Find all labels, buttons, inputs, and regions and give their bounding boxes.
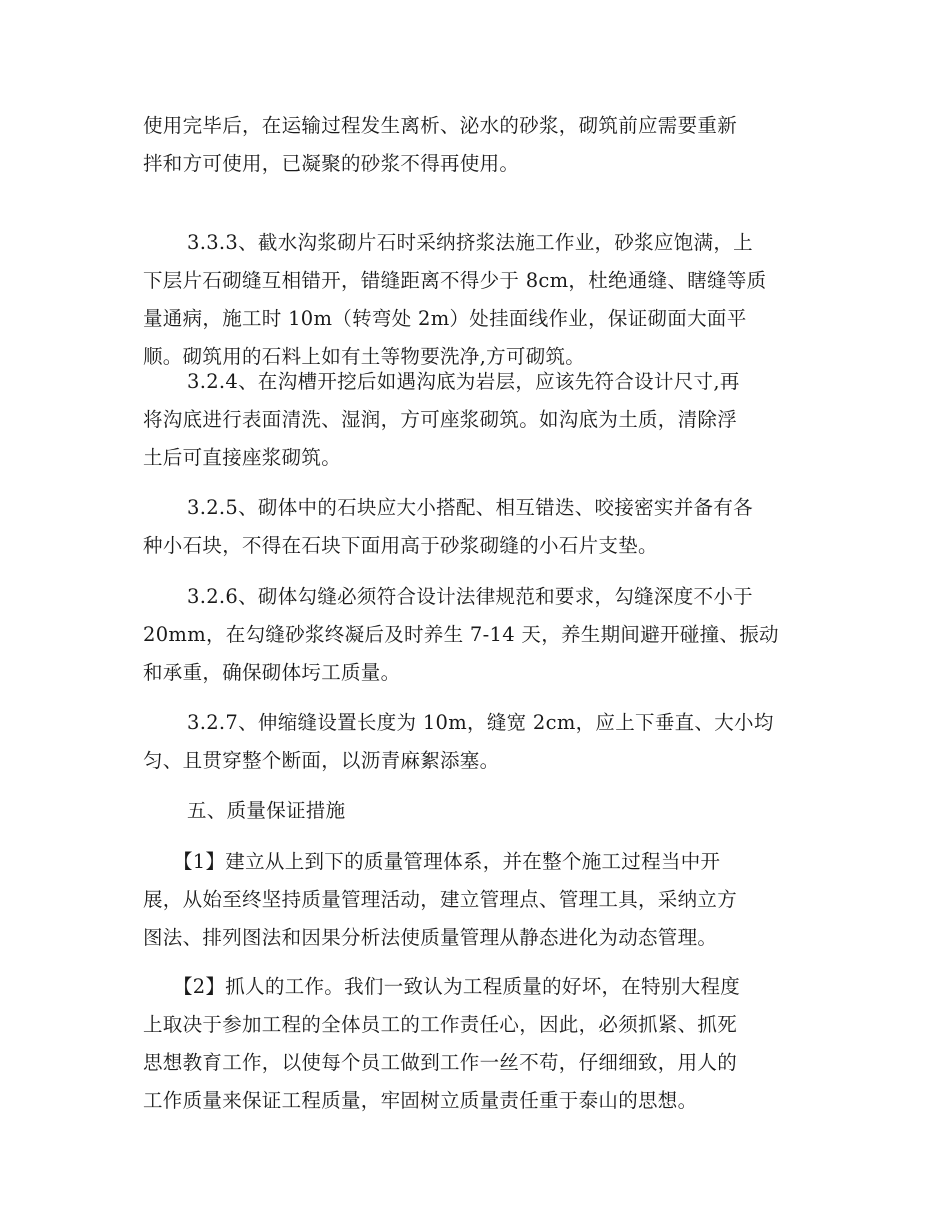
paragraph-3-2-4: [143, 363, 813, 477]
text-line: 【2】抓人的工作。我们一致认为工程质量的好坏，在特别大程度: [173, 975, 741, 998]
text-line: 20mm，在勾缝砂浆终凝后及时养生 7-14 天，养生期间避开碰撞、振动: [143, 623, 779, 646]
text-line: 和承重，确保砌体圬工质量。: [143, 661, 401, 684]
paragraph-item-1: [143, 843, 813, 957]
text-line: 土后可直接座浆砌筑。: [143, 446, 342, 469]
text-line: 3.3.3、截水沟浆砌片石时采纳挤浆法施工作业，砂浆应饱满，上: [187, 231, 753, 254]
text-line: 3.2.4、在沟槽开挖后如遇沟底为岩层，应该先符合设计尺寸,再: [187, 370, 740, 393]
text-line: 展，从始至终坚持质量管理活动，建立管理点、管理工具，采纳立方: [143, 888, 738, 911]
section-title: 五、质量保证措施: [187, 799, 346, 822]
text-line: 3.2.7、伸缩缝设置长度为 10m，缝宽 2cm，应上下垂直、大小均: [187, 711, 774, 734]
text-line: 【1】建立从上到下的质量管理体系，并在整个施工过程当中开: [173, 850, 721, 873]
text-line: 下层片石砌缝互相错开，错缝距离不得少于 8cm，杜绝通缝、瞎缝等质: [143, 269, 767, 292]
paragraph-item-2: [143, 968, 813, 1120]
section-heading-quality: [143, 792, 813, 830]
paragraph-3-2-6: [143, 578, 813, 692]
text-line: 思想教育工作，以使每个员工做到工作一丝不苟，仔细细致，用人的: [143, 1051, 738, 1074]
text-line: 将沟底进行表面清洗、湿润，方可座浆砌筑。如沟底为土质，清除浮: [143, 408, 738, 431]
paragraph-3-2-7: [143, 704, 813, 780]
text-line: 3.2.6、砌体勾缝必须符合设计法律规范和要求，勾缝深度不小于: [187, 585, 753, 608]
text-line: 3.2.5、砌体中的石块应大小搭配、相互错迭、咬接密实并备有各: [187, 496, 753, 519]
text-line: 量通病，施工时 10m（转弯处 2m）处挂面线作业，保证砌面大面平: [143, 307, 747, 330]
text-line: 种小石块，不得在石块下面用高于砂浆砌缝的小石片支垫。: [143, 534, 658, 557]
paragraph-3-3-3: [143, 224, 813, 376]
text-line: 顺。砌筑用的石料上如有土等物要洗净,方可砌筑。: [143, 345, 586, 368]
text-line: 匀、且贯穿整个断面，以沥青麻絮添塞。: [143, 749, 500, 772]
text-line: 工作质量来保证工程质量，牢固树立质量责任重于泰山的思想。: [143, 1089, 698, 1112]
text-line: 使用完毕后，在运输过程发生离析、泌水的砂浆，砌筑前应需要重新: [143, 114, 738, 137]
text-line: 上取决于参加工程的全体员工的工作责任心，因此，必须抓紧、抓死: [143, 1013, 738, 1036]
paragraph-mortar-reuse: [143, 107, 813, 183]
paragraph-3-2-5: [143, 489, 813, 565]
text-line: 图法、排列图法和因果分析法使质量管理从静态进化为动态管理。: [143, 926, 718, 949]
text-line: 拌和方可使用，已凝聚的砂浆不得再使用。: [143, 152, 520, 175]
